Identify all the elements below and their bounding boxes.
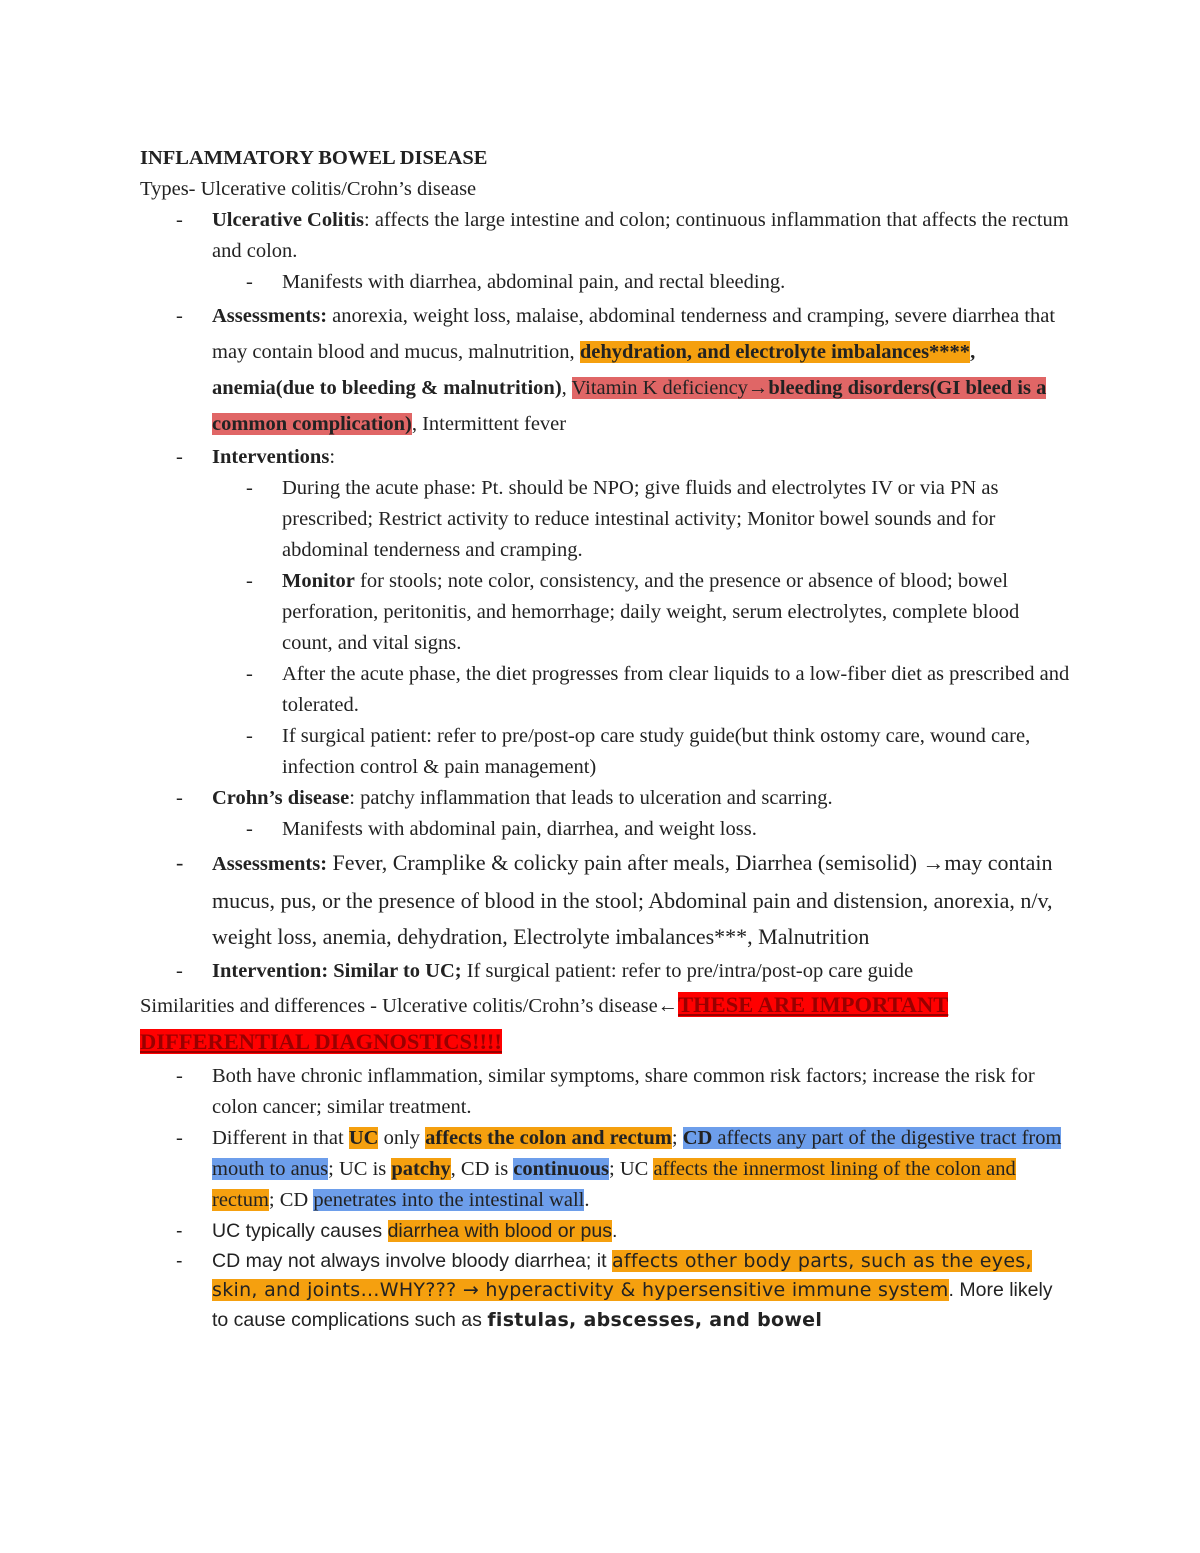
list-item-diet	[140, 659, 1070, 721]
list-item-cd-assessments	[140, 845, 1070, 956]
highlight-other-body-parts: affects other body parts, such as the eyes, skin, and joints…WHY??? → hyperactivity & hypersensitive immune system	[212, 1249, 1032, 1301]
bullet: -	[176, 209, 183, 231]
similarities-text: Similarities and differences - Ulcerative colitis/Crohn’s disease←	[140, 994, 679, 1017]
colon: :	[329, 446, 336, 468]
bullet: -	[176, 787, 183, 809]
bullet: -	[176, 1219, 183, 1242]
list-item-surgical	[140, 721, 1070, 783]
list-item-cd-may-not	[140, 1247, 1070, 1336]
list-item-different	[140, 1123, 1070, 1216]
bullet: -	[176, 959, 183, 982]
highlight-diarrhea-blood: diarrhea with blood or pus	[387, 1219, 612, 1242]
highlight-continuous: continuous	[513, 1157, 610, 1180]
similarities-heading	[140, 987, 1070, 1061]
text-fragment: only	[378, 1126, 426, 1149]
text-fragment: ; UC is	[328, 1157, 392, 1180]
highlight-innermost-lining: affects the innermost lining of the colon and rectum	[212, 1157, 1016, 1211]
uc-anemia-text: , anemia(due to bleeding & malnutrition)	[212, 341, 976, 399]
list-item-uc-assessments	[140, 298, 1070, 442]
bullet: -	[246, 271, 253, 293]
document-body	[140, 143, 1070, 1335]
acute-phase-text: During the acute phase: Pt. should be NPO; give fluids and electrolytes IV or via PN as prescribed; Restrict activity to reduce intestinal activity; Monitor bowel sounds and for abdominal tenderness and cramping.	[282, 477, 999, 561]
monitor-text: for stools; note color, consistency, and the presence or absence of blood; bowel perforation, peritonitis, and hemorrhage; daily weight, serum electrolytes, complete blood count, and vital signs.	[282, 570, 1020, 654]
highlight-bleeding-disorders: bleeding disorders(GI bleed is a common complication)	[212, 377, 1047, 435]
different-text: Different in that	[212, 1126, 349, 1149]
bullet: -	[246, 663, 253, 685]
highlight-cd: CD	[682, 1126, 713, 1149]
term-crohns-disease: Crohn’s disease	[212, 787, 350, 809]
uc-assessments-label: Assessments:	[212, 305, 328, 327]
list-item-cd-intervention	[140, 956, 1070, 987]
list-item-both-have	[140, 1061, 1070, 1123]
bullet: -	[176, 1126, 183, 1149]
separator: ,	[561, 377, 572, 399]
uc-fever-text: , Intermittent fever	[411, 413, 567, 435]
uc-description: : affects the large intestine and colon; continuous inflammation that affects the rectum and colon.	[212, 209, 1069, 262]
text-fragment: ; UC	[609, 1157, 654, 1180]
highlight-uc: UC	[348, 1126, 379, 1149]
diet-text: After the acute phase, the diet progresses from clear liquids to a low-fiber diet as prescribed and tolerated.	[282, 663, 1070, 716]
types-line: Types- Ulcerative colitis/Crohn’s disease	[140, 178, 477, 200]
surgical-text: If surgical patient: refer to pre/post-op care study guide(but think ostomy care, wound care, infection control & pain management)	[282, 725, 1031, 778]
cd-assessments-text: Fever, Cramplike & colicky pain after meals, Diarrhea (semisolid) →may contain mucus, pus, or the presence of blood in the stool; Abdominal pain and distension, anorexia, n/v, weight loss, anemia, dehydration, Electrolyte imbalances***, Malnutrition	[212, 850, 1053, 949]
highlight-colon-rectum: affects the colon and rectum	[425, 1126, 672, 1149]
list-item-uc-causes	[140, 1216, 1070, 1247]
both-have-text: Both have chronic inflammation, similar symptoms, share common risk factors; increase the risk for colon cancer; similar treatment.	[212, 1064, 1035, 1118]
cd-may-not-text: CD may not always involve bloody diarrhea; it	[212, 1249, 612, 1272]
list-item-uc-interventions	[140, 442, 1070, 473]
monitor-label: Monitor	[282, 570, 355, 592]
cd-assessments-label: Assessments:	[212, 853, 328, 875]
bullet: -	[176, 850, 184, 875]
bullet: -	[246, 818, 253, 840]
text-fragment: ; CD	[268, 1188, 314, 1211]
list-item-monitor	[140, 566, 1070, 659]
bullet: -	[246, 725, 253, 747]
uc-interventions-label: Interventions	[212, 446, 330, 468]
text-fragment: , CD is	[450, 1157, 514, 1180]
cd-description: : patchy inflammation that leads to ulceration and scarring.	[349, 787, 833, 809]
cd-intervention-label: Intervention: Similar to UC;	[212, 959, 462, 982]
list-item-cd-manifests	[140, 814, 1070, 845]
highlight-patchy: patchy	[391, 1157, 451, 1180]
uc-causes-text: UC typically causes	[212, 1219, 388, 1242]
bullet: -	[176, 1249, 183, 1272]
bullet: -	[176, 446, 183, 468]
list-item-ulcerative-colitis	[140, 205, 1070, 267]
text-fragment: .	[611, 1219, 618, 1242]
highlight-penetrates: penetrates into the intestinal wall	[313, 1188, 585, 1211]
list-item-acute-phase	[140, 473, 1070, 566]
highlight-digestive-tract: affects any part of the digestive tract from mouth to anus	[212, 1126, 1062, 1180]
text-fragment: ;	[671, 1126, 683, 1149]
highlight-dehydration: dehydration, and electrolyte imbalances****	[579, 341, 971, 363]
bullet: -	[176, 305, 183, 327]
text-fragment: . More likely to cause complications such as	[212, 1279, 1053, 1331]
list-item-crohns-disease	[140, 783, 1070, 814]
uc-assessments-text: anorexia, weight loss, malaise, abdominal tenderness and cramping, severe diarrhea that may contain blood and mucus, malnutrition,	[212, 305, 1056, 363]
text-fragment: .	[584, 1188, 590, 1211]
bullet: -	[246, 477, 253, 499]
list-item-uc-manifests	[140, 267, 1070, 298]
bullet: -	[176, 1064, 183, 1087]
page-title: INFLAMMATORY BOWEL DISEASE	[140, 147, 488, 169]
highlight-vitamin-k: Vitamin K deficiency→	[571, 377, 769, 399]
cd-intervention-text: If surgical patient: refer to pre/intra/post-op care guide	[461, 959, 914, 982]
cd-manifests-text: Manifests with abdominal pain, diarrhea, and weight loss.	[282, 818, 757, 840]
bullet: -	[246, 570, 253, 592]
term-ulcerative-colitis: Ulcerative Colitis	[212, 209, 364, 231]
important-diagnostics: THESE ARE IMPORTANT DIFFERENTIAL DIAGNOSTICS!!!!	[140, 991, 949, 1054]
complications-bold: fistulas, abscesses, and bowel	[487, 1308, 823, 1331]
uc-manifests-text: Manifests with diarrhea, abdominal pain, and rectal bleeding.	[282, 271, 786, 293]
